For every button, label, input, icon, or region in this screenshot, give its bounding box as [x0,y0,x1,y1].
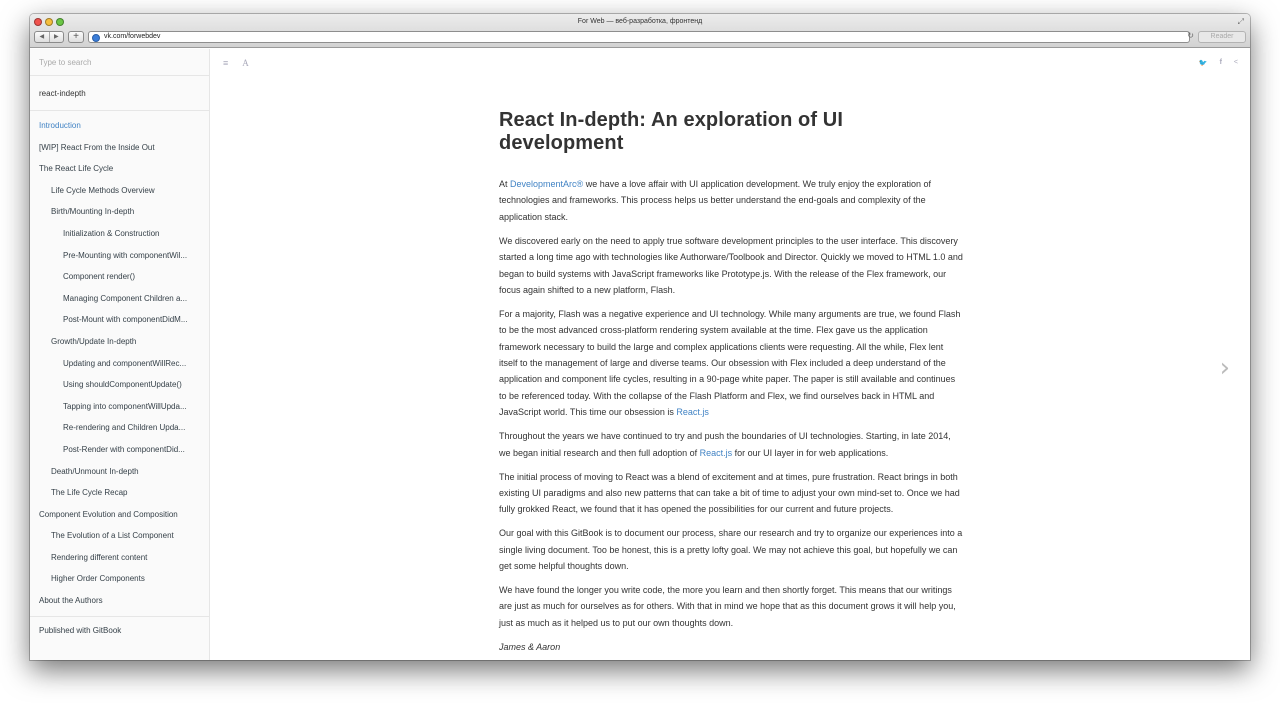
paragraph: We discovered early on the need to apply true software development principles to the user interface. This discovery started a long time ago with technologies like Authorware/Toolbook and Director. Quickly we moved to HTML 1.0 and began to build systems with JavaScript frameworks like Prototype.js. With the release of the Flex framework, our focus again shifted to a new platform, Flash. [499,235,963,295]
share-icon[interactable]: < [1233,59,1238,66]
toc-item[interactable]: Post-Render with componentDid... [63,444,185,454]
fullscreen-icon[interactable]: ⤢ [1237,17,1244,26]
article [499,109,964,660]
toc-item[interactable]: The React Life Cycle [39,164,114,174]
toc-item[interactable]: Updating and componentWillRec... [63,358,187,368]
toc-item[interactable]: Re-rendering and Children Upda... [63,423,186,433]
toc-item[interactable]: Initialization & Construction [63,228,160,238]
nav-bar [34,31,1246,44]
search-input[interactable]: Type to search [30,49,209,76]
toc-item[interactable]: Component Evolution and Composition [39,509,178,519]
title-bar [30,14,1250,48]
toc-item[interactable]: [WIP] React From the Inside Out [39,142,155,152]
signature: James & Aaron [499,641,561,652]
toc-item[interactable]: Higher Order Components [51,574,145,584]
reader-button[interactable]: Reader [1198,31,1246,43]
reactjs-link[interactable]: React.js [676,407,709,418]
toc-item[interactable]: Rendering different content [51,552,148,562]
twitter-icon[interactable]: 🐦 [1198,60,1208,67]
toc-item[interactable]: Post-Mount with componentDidM... [63,315,188,325]
toc-item[interactable]: Using shouldComponentUpdate() [63,380,182,390]
address-bar[interactable] [88,31,1190,43]
reload-icon[interactable]: ↻ [1187,31,1194,40]
toc-item[interactable]: Growth/Update In-depth [51,336,137,346]
reactjs-link[interactable]: React.js [699,447,733,458]
toc-item[interactable]: Component render() [63,272,136,282]
paragraph: We have found the longer you write code, the more you learn and then shortly forget. This means that our writings are just as much for ourselves as for others. With that in mind we hope that as this document grows it will help you, just as much as it helped us to put our own thoughts down. [499,584,956,628]
add-bookmark-button[interactable]: + [68,31,84,43]
paragraph: For a majority, Flash was a negative experience and UI technology. While many arguments are true, we found Flash to be the most advanced cross-platform rendering system available at the time. Flex gave us the application framework necessary to build the large and complex applications clients were requesting. All the while, Flex lent itself to the management of large and diverse teams. Our obsession with Flex included a deep understand of the application and component life cycles, resulting in a 90-page white paper. The paper is still available and continues to be referenced today. With the collapse of the Flash Platform and Flex, we find ourselves back in HTML and JavaScript world. This time our obsession is React.js [499,308,961,418]
paragraph: The initial process of moving to React was a blend of excitement and at times, pure frustration. React brings in both existing UI paradigms and also new patterns that can take a bit of time to adjust your own mind-set to. Once we had fully grokked React, we found that it has opened the possibilities for our current and future projects. [499,471,960,515]
toc-item[interactable]: Death/Unmount In-depth [51,466,139,476]
article-title: React In-depth: An exploration of UI development [499,109,843,154]
paragraph: At DevelopmentArc® we have a love affair with UI application development. We truly enjoy the exploration of technologies and frameworks. This process helps us better understand the end-goals and complexity of the application stack. [499,179,932,222]
window-title: For Web — веб-разработка, фронтенд [577,18,703,25]
paragraph: Throughout the years we have continued to try and push the boundaries of UI technologies. Starting, in late 2014, we began initial research and then full adoption of React.js for our UI layer in for web applications. [499,431,951,458]
toc-item[interactable]: About the Authors [39,596,103,606]
next-page-chevron-icon[interactable]: › [1219,353,1230,383]
toc-item[interactable]: Introduction [39,121,81,130]
back-forward-buttons [34,31,64,43]
published-with-gitbook-link[interactable]: Published with GitBook [39,625,122,635]
toc-item[interactable]: Pre-Mounting with componentWil... [63,250,188,260]
back-icon[interactable]: ◀ [39,34,45,40]
main-content [210,49,1250,660]
share-toolbar [1199,59,1238,67]
paragraph: Our goal with this GitBook is to document our process, share our research and try to organize our experiences into a single living document. Too be honest, this is a pretty lofty goal. We may not achieve this goal, but hopefully we can get some helpful thoughts down. [499,528,963,572]
toc-item[interactable]: Life Cycle Methods Overview [51,185,155,195]
forward-icon[interactable]: ▶ [49,32,64,42]
developmentarc-link[interactable]: DevelopmentArc® [510,179,584,189]
book-title[interactable]: react-indepth [30,76,209,111]
toc-item[interactable]: Tapping into componentWillUpda... [63,401,187,411]
table-of-contents [30,111,209,612]
toc-item[interactable]: The Evolution of a List Component [51,531,174,541]
menu-icon[interactable]: ≡ [223,58,229,68]
browser-window [30,14,1250,660]
globe-icon [92,34,100,42]
toc-item[interactable]: Managing Component Children a... [63,293,188,303]
font-settings-icon[interactable]: A [242,58,249,68]
url-text[interactable]: vk.com/forwebdev [104,33,161,40]
book-toolbar [223,58,249,68]
toc-item[interactable]: The Life Cycle Recap [51,488,128,498]
toc-item[interactable]: Birth/Mounting In-depth [51,207,135,217]
facebook-icon[interactable]: f [1219,59,1222,66]
sidebar [30,49,210,660]
